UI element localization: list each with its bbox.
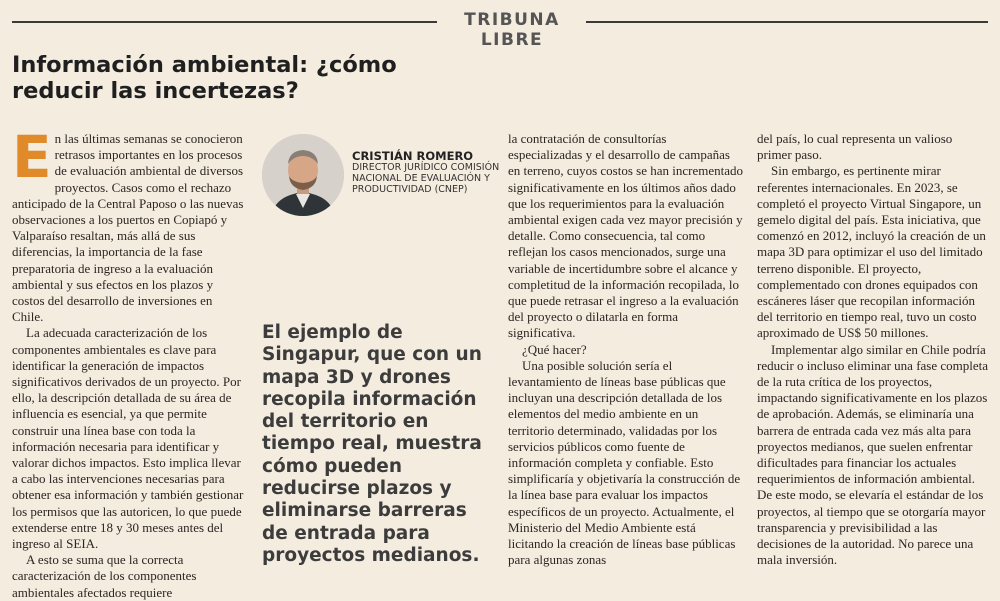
subheading: ¿Qué hacer? — [522, 341, 587, 357]
body-paragraph: Implementar algo similar en Chile podría reducir o incluso eliminar una fase completa de la ruta crítica de los proyectos, impactando significativamente en los plazos de aprobación. Además, se eliminaría una barrera de entrada cada vez más alta para proyectos medianos, que suelen enfrentar dificultades para financiar los actuales requerimientos de información ambiental. De este modo, se elevaría el estándar de los proyectos, al tiempo que se otorgaría mayor transparencia y previsibilidad a las decisiones de la autoridad. No parece una mala inversión. — [757, 341, 989, 568]
body-paragraph: la contratación de consultorías especializadas y el desarrollo de campañas en terreno, cuyos costos se han incrementado significativamente en los últimos años dado que los requerimientos para la evaluación ambiental exigen cada vez mayor precisión y detalle. Como consecuencia, tal como reflejan los casos mencionados, surge una variable de incertidumbre sobre el alcance y completitud de la información recopilada, lo que puede retrasar el ingreso a la evaluación del proyecto o dilatarla en forma significativa. — [508, 131, 744, 341]
body-column-3 — [508, 131, 744, 568]
section-rule-right — [586, 21, 988, 23]
body-paragraph: Una posible solución sería el levantamiento de líneas base públicas que incluyan una descripción detallada de los elementos del medio ambiente en un territorio determinado, validadas por los servicios públicos como fuente de información completa y confiable. Esto simplificaría y objetivaría la construcción de la línea base para evaluar los impactos específicos de un proyecto. Actualmente, el Ministerio del Medio Ambiente está licitando la creación de líneas base públicas para algunas zonas — [508, 357, 741, 568]
author-title: DIRECTOR JURÍDICO COMISIÓN NACIONAL DE EVALUACIÓN Y PRODUCTIVIDAD (CNEP) — [352, 162, 500, 195]
body-column-4 — [757, 131, 990, 568]
drop-cap: E — [12, 123, 52, 191]
author-portrait-icon — [262, 134, 344, 216]
body-column-1 — [12, 123, 247, 601]
section-label: TRIBUNA LIBRE — [464, 10, 560, 50]
body-paragraph: La adecuada caracterización de los componentes ambientales es clave para identificar la generación de impactos significativos derivados de un proyecto. Por ello, la descripción detallada de su área de influencia es esencial, ya que permite construir una línea base con toda la información necesaria para identificar y valorar dichos impactos. Esto implica llevar a cabo las intervenciones necesarias para obtener esa información y también gestionar los permisos que las autoricen, lo que puede extenderse entre 18 y 30 meses antes del ingreso al SEIA. — [12, 325, 244, 552]
body-paragraph — [12, 123, 247, 325]
author-avatar — [262, 134, 344, 216]
body-paragraph: del país, lo cual representa un valioso primer paso. — [757, 131, 953, 163]
paragraph-text: n las últimas semanas se conocieron retrasos importantes en los procesos de evaluación ambiental de diversos proyectos. Casos como el rechazo anticipado de la Central Paposo o las nuevas observaciones a los puertos en Copiapó y Valparaíso resaltan, más allá de sus diferencias, la importancia de la fase preparatoria de ingreso a la evaluación ambiental y sus efectos en los plazos y costos del desarrollo de inversiones en Chile. — [12, 131, 244, 325]
body-paragraph: A esto se suma que la correcta caracterización de los componentes ambientales afectados requiere — [12, 552, 197, 600]
section-rule-left — [12, 21, 437, 23]
article-headline: Información ambiental: ¿cómo reducir las incertezas? — [12, 52, 397, 104]
pull-quote: El ejemplo de Singapur, que con un mapa 3D y drones recopila información del territorio en tiempo real, muestra cómo pueden reducirse plazos y eliminarse barreras de entrada para proyectos medianos. — [262, 322, 482, 566]
author-name: CRISTIÁN ROMERO — [352, 149, 474, 163]
body-paragraph: Sin embargo, es pertinente mirar referentes internacionales. En 2023, se completó el proyecto Virtual Singapore, un gemelo digital del país. Esta iniciativa, que comenzó en 2012, incluyó la creación de un mapa 3D para optimizar el uso del limitado terreno disponible. El proyecto, complementado con drones equipados con escáneres láser que recopilan información del territorio en tiempo real, tuvo un costo aproximado de US$ 50 millones. — [757, 163, 986, 341]
